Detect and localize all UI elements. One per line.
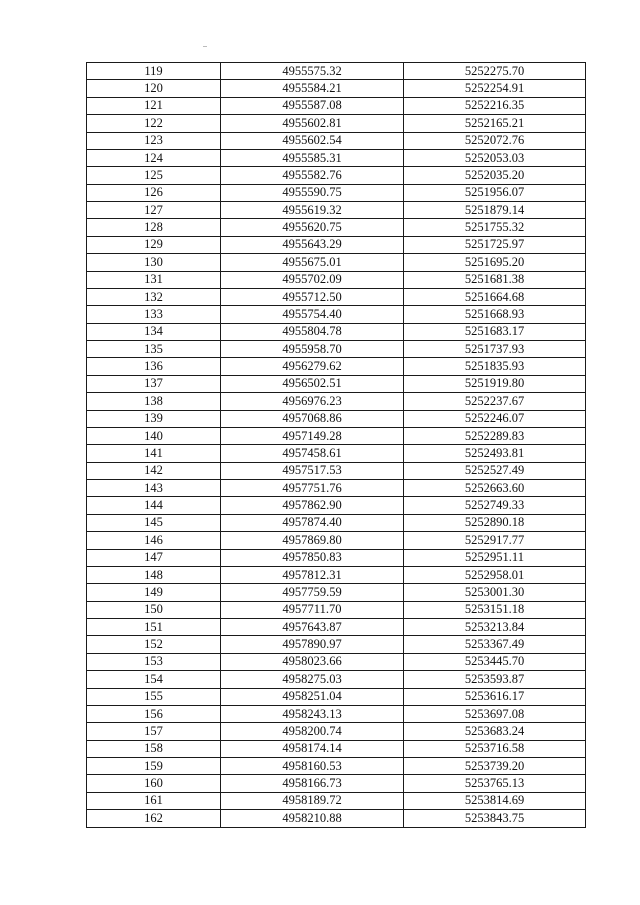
y-coordinate-cell: 5252951.11 <box>404 549 586 566</box>
point-number-cell: 134 <box>87 323 221 340</box>
x-coordinate-cell: 4955582.76 <box>221 167 404 184</box>
y-coordinate-cell: 5252527.49 <box>404 462 586 479</box>
point-number-cell: 126 <box>87 184 221 201</box>
y-coordinate-cell: 5252917.77 <box>404 532 586 549</box>
table-row <box>87 532 586 549</box>
table-row <box>87 80 586 97</box>
table-row <box>87 740 586 757</box>
point-number-cell: 146 <box>87 532 221 549</box>
y-coordinate-cell: 5251668.93 <box>404 306 586 323</box>
x-coordinate-cell: 4956279.62 <box>221 358 404 375</box>
table-row <box>87 427 586 444</box>
y-coordinate-cell: 5252890.18 <box>404 514 586 531</box>
point-number-cell: 131 <box>87 271 221 288</box>
table-row <box>87 601 586 618</box>
y-coordinate-cell: 5253213.84 <box>404 619 586 636</box>
x-coordinate-cell: 4957711.70 <box>221 601 404 618</box>
table-row <box>87 63 586 80</box>
y-coordinate-cell: 5253445.70 <box>404 653 586 670</box>
table-row <box>87 705 586 722</box>
x-coordinate-cell: 4957149.28 <box>221 427 404 444</box>
point-number-cell: 151 <box>87 619 221 636</box>
x-coordinate-cell: 4955587.08 <box>221 97 404 114</box>
x-coordinate-cell: 4957869.80 <box>221 532 404 549</box>
table-row <box>87 132 586 149</box>
table-row <box>87 202 586 219</box>
point-number-cell: 143 <box>87 480 221 497</box>
y-coordinate-cell: 5253843.75 <box>404 810 586 827</box>
x-coordinate-cell: 4958275.03 <box>221 671 404 688</box>
table-row <box>87 775 586 792</box>
table-row <box>87 341 586 358</box>
x-coordinate-cell: 4957643.87 <box>221 619 404 636</box>
table-row <box>87 271 586 288</box>
table-row <box>87 497 586 514</box>
table-row <box>87 810 586 827</box>
point-number-cell: 130 <box>87 254 221 271</box>
x-coordinate-cell: 4955584.21 <box>221 80 404 97</box>
x-coordinate-cell: 4957759.59 <box>221 584 404 601</box>
x-coordinate-cell: 4957874.40 <box>221 514 404 531</box>
table-row <box>87 236 586 253</box>
table-row <box>87 115 586 132</box>
point-number-cell: 122 <box>87 115 221 132</box>
table-row <box>87 480 586 497</box>
table-row <box>87 219 586 236</box>
y-coordinate-cell: 5251835.93 <box>404 358 586 375</box>
point-number-cell: 152 <box>87 636 221 653</box>
table-row <box>87 514 586 531</box>
point-number-cell: 128 <box>87 219 221 236</box>
table-row <box>87 393 586 410</box>
table-row <box>87 254 586 271</box>
table-row <box>87 584 586 601</box>
x-coordinate-cell: 4955643.29 <box>221 236 404 253</box>
table-row <box>87 549 586 566</box>
y-coordinate-cell: 5253739.20 <box>404 758 586 775</box>
y-coordinate-cell: 5251879.14 <box>404 202 586 219</box>
y-coordinate-cell: 5252053.03 <box>404 149 586 166</box>
point-number-cell: 162 <box>87 810 221 827</box>
y-coordinate-cell: 5253616.17 <box>404 688 586 705</box>
point-number-cell: 157 <box>87 723 221 740</box>
point-number-cell: 158 <box>87 740 221 757</box>
y-coordinate-cell: 5252289.83 <box>404 427 586 444</box>
x-coordinate-cell: 4955702.09 <box>221 271 404 288</box>
y-coordinate-cell: 5253593.87 <box>404 671 586 688</box>
x-coordinate-cell: 4955575.32 <box>221 63 404 80</box>
y-coordinate-cell: 5252493.81 <box>404 445 586 462</box>
y-coordinate-cell: 5251737.93 <box>404 341 586 358</box>
x-coordinate-cell: 4955712.50 <box>221 288 404 305</box>
point-number-cell: 161 <box>87 792 221 809</box>
table-row <box>87 167 586 184</box>
table-row <box>87 671 586 688</box>
x-coordinate-cell: 4957458.61 <box>221 445 404 462</box>
point-number-cell: 123 <box>87 132 221 149</box>
x-coordinate-cell: 4955675.01 <box>221 254 404 271</box>
point-number-cell: 132 <box>87 288 221 305</box>
y-coordinate-cell: 5252246.07 <box>404 410 586 427</box>
x-coordinate-cell: 4955602.81 <box>221 115 404 132</box>
table-row <box>87 723 586 740</box>
table-row <box>87 445 586 462</box>
y-coordinate-cell: 5252165.21 <box>404 115 586 132</box>
x-coordinate-cell: 4957751.76 <box>221 480 404 497</box>
point-number-cell: 133 <box>87 306 221 323</box>
y-coordinate-cell: 5251695.20 <box>404 254 586 271</box>
table-row <box>87 462 586 479</box>
x-coordinate-cell: 4958174.14 <box>221 740 404 757</box>
table-row <box>87 410 586 427</box>
point-number-cell: 160 <box>87 775 221 792</box>
point-number-cell: 119 <box>87 63 221 80</box>
y-coordinate-cell: 5251725.97 <box>404 236 586 253</box>
point-number-cell: 149 <box>87 584 221 601</box>
table-row <box>87 184 586 201</box>
y-coordinate-cell: 5252958.01 <box>404 566 586 583</box>
x-coordinate-cell: 4958160.53 <box>221 758 404 775</box>
point-number-cell: 144 <box>87 497 221 514</box>
point-number-cell: 120 <box>87 80 221 97</box>
x-coordinate-cell: 4955620.75 <box>221 219 404 236</box>
x-coordinate-cell: 4958243.13 <box>221 705 404 722</box>
point-number-cell: 153 <box>87 653 221 670</box>
y-coordinate-cell: 5251681.38 <box>404 271 586 288</box>
coordinate-table-body <box>87 63 586 828</box>
x-coordinate-cell: 4956976.23 <box>221 393 404 410</box>
point-number-cell: 137 <box>87 375 221 392</box>
point-number-cell: 142 <box>87 462 221 479</box>
x-coordinate-cell: 4957862.90 <box>221 497 404 514</box>
table-row <box>87 306 586 323</box>
x-coordinate-cell: 4957890.97 <box>221 636 404 653</box>
y-coordinate-cell: 5251683.17 <box>404 323 586 340</box>
table-row <box>87 688 586 705</box>
point-number-cell: 139 <box>87 410 221 427</box>
y-coordinate-cell: 5252749.33 <box>404 497 586 514</box>
point-number-cell: 121 <box>87 97 221 114</box>
x-coordinate-cell: 4955590.75 <box>221 184 404 201</box>
table-row <box>87 619 586 636</box>
x-coordinate-cell: 4957812.31 <box>221 566 404 583</box>
x-coordinate-cell: 4955619.32 <box>221 202 404 219</box>
x-coordinate-cell: 4958200.74 <box>221 723 404 740</box>
x-coordinate-cell: 4956502.51 <box>221 375 404 392</box>
table-row <box>87 653 586 670</box>
table-row <box>87 792 586 809</box>
x-coordinate-cell: 4958251.04 <box>221 688 404 705</box>
x-coordinate-cell: 4955585.31 <box>221 149 404 166</box>
y-coordinate-cell: 5251755.32 <box>404 219 586 236</box>
y-coordinate-cell: 5251956.07 <box>404 184 586 201</box>
table-row <box>87 149 586 166</box>
table-row <box>87 636 586 653</box>
table-row <box>87 97 586 114</box>
y-coordinate-cell: 5251919.80 <box>404 375 586 392</box>
point-number-cell: 125 <box>87 167 221 184</box>
x-coordinate-cell: 4955958.70 <box>221 341 404 358</box>
y-coordinate-cell: 5252275.70 <box>404 63 586 80</box>
y-coordinate-cell: 5251664.68 <box>404 288 586 305</box>
table-row <box>87 758 586 775</box>
point-number-cell: 135 <box>87 341 221 358</box>
y-coordinate-cell: 5252072.76 <box>404 132 586 149</box>
point-number-cell: 138 <box>87 393 221 410</box>
y-coordinate-cell: 5252237.67 <box>404 393 586 410</box>
y-coordinate-cell: 5253001.30 <box>404 584 586 601</box>
x-coordinate-cell: 4958210.88 <box>221 810 404 827</box>
x-coordinate-cell: 4957517.53 <box>221 462 404 479</box>
point-number-cell: 140 <box>87 427 221 444</box>
y-coordinate-cell: 5253716.58 <box>404 740 586 757</box>
coordinate-table <box>86 62 586 828</box>
x-coordinate-cell: 4958023.66 <box>221 653 404 670</box>
point-number-cell: 136 <box>87 358 221 375</box>
point-number-cell: 141 <box>87 445 221 462</box>
y-coordinate-cell: 5253683.24 <box>404 723 586 740</box>
y-coordinate-cell: 5253765.13 <box>404 775 586 792</box>
y-coordinate-cell: 5253697.08 <box>404 705 586 722</box>
y-coordinate-cell: 5253151.18 <box>404 601 586 618</box>
x-coordinate-cell: 4957850.83 <box>221 549 404 566</box>
y-coordinate-cell: 5252663.60 <box>404 480 586 497</box>
point-number-cell: 154 <box>87 671 221 688</box>
y-coordinate-cell: 5252254.91 <box>404 80 586 97</box>
point-number-cell: 159 <box>87 758 221 775</box>
y-coordinate-cell: 5253367.49 <box>404 636 586 653</box>
point-number-cell: 124 <box>87 149 221 166</box>
table-row <box>87 566 586 583</box>
y-coordinate-cell: 5253814.69 <box>404 792 586 809</box>
point-number-cell: 155 <box>87 688 221 705</box>
table-row <box>87 375 586 392</box>
point-number-cell: 156 <box>87 705 221 722</box>
scan-mark <box>203 46 207 47</box>
x-coordinate-cell: 4955602.54 <box>221 132 404 149</box>
point-number-cell: 150 <box>87 601 221 618</box>
point-number-cell: 127 <box>87 202 221 219</box>
y-coordinate-cell: 5252035.20 <box>404 167 586 184</box>
y-coordinate-cell: 5252216.35 <box>404 97 586 114</box>
point-number-cell: 147 <box>87 549 221 566</box>
x-coordinate-cell: 4955804.78 <box>221 323 404 340</box>
table-row <box>87 358 586 375</box>
table-row <box>87 323 586 340</box>
x-coordinate-cell: 4957068.86 <box>221 410 404 427</box>
point-number-cell: 148 <box>87 566 221 583</box>
x-coordinate-cell: 4958166.73 <box>221 775 404 792</box>
x-coordinate-cell: 4955754.40 <box>221 306 404 323</box>
x-coordinate-cell: 4958189.72 <box>221 792 404 809</box>
table-row <box>87 288 586 305</box>
point-number-cell: 129 <box>87 236 221 253</box>
point-number-cell: 145 <box>87 514 221 531</box>
